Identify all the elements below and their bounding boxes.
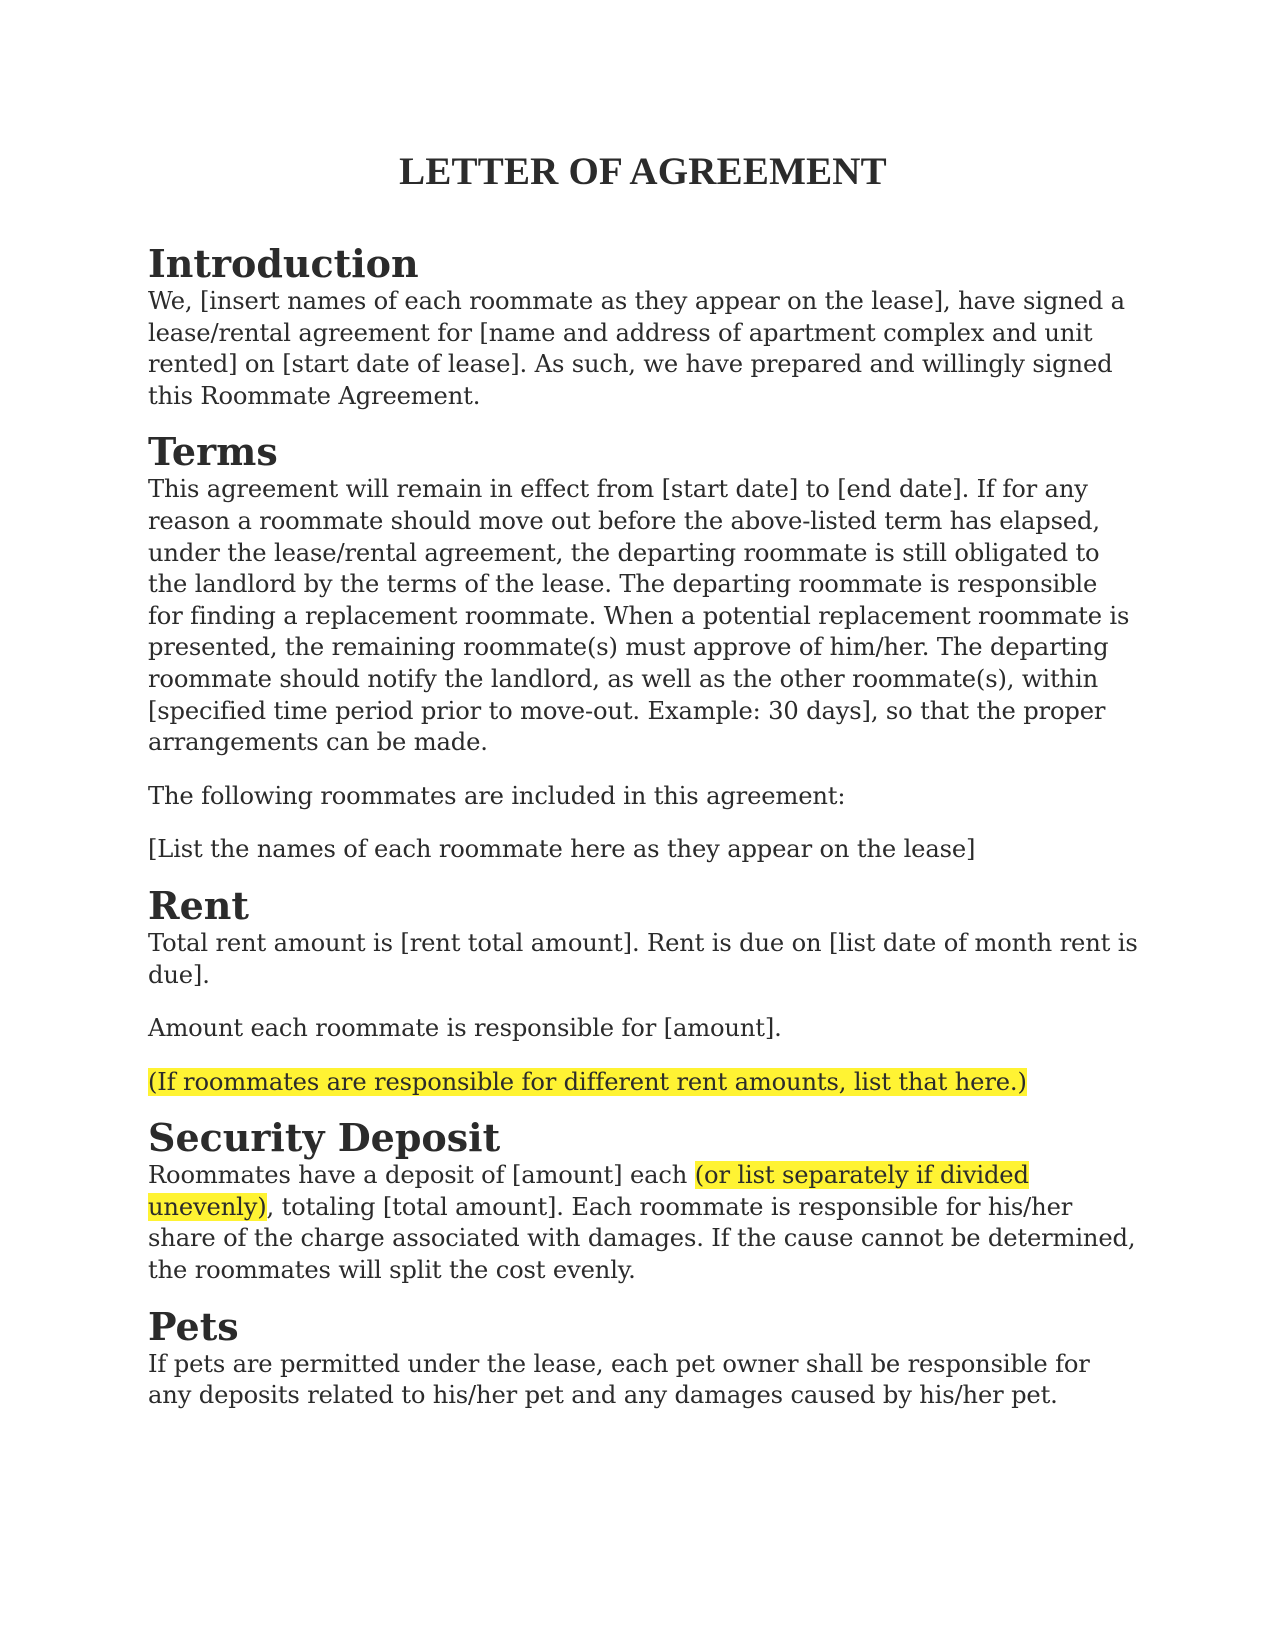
pets-paragraph: If pets are permitted under the lease, each pet owner shall be responsible for any deposits related to his/her pet and any damages caused by his/her pet. — [148, 1349, 1090, 1410]
security-deposit-paragraph — [148, 1160, 1138, 1286]
section-pets — [148, 1305, 1138, 1412]
section-heading-security-deposit: Security Deposit — [148, 1115, 501, 1161]
section-heading-introduction: Introduction — [148, 241, 419, 286]
document-content — [148, 150, 1138, 1430]
document-title: LETTER OF AGREEMENT — [399, 150, 887, 193]
terms-roommates-included: The following roommates are included in this agreement: — [148, 781, 846, 810]
rent-different-amounts-note — [148, 1067, 1138, 1099]
section-security-deposit — [148, 1116, 1138, 1286]
rent-total-paragraph: Total rent amount is [rent total amount]. Rent is due on [list date of month rent is due]. — [148, 928, 1138, 989]
introduction-paragraph: We, [insert names of each roommate as they appear on the lease], have signed a lease/rental agreement for [name and address of apartment complex and unit rented] on [start date of lease]. As such, we have prepared and willingly signed this Roommate Agreement. — [148, 287, 1125, 410]
section-introduction — [148, 242, 1138, 412]
highlighted-text: (or list separately if divided unevenly) — [148, 1161, 1029, 1221]
section-heading-rent: Rent — [148, 882, 249, 928]
highlighted-text: (If roommates are responsible for different rent amounts, list that here.) — [148, 1067, 1027, 1096]
section-heading-terms: Terms — [148, 429, 278, 475]
terms-roommate-list-placeholder: [List the names of each roommate here as they appear on the lease] — [148, 835, 976, 864]
terms-paragraph: This agreement will remain in effect from [start date] to [end date]. If for any reason a roommate should move out before the above-listed term has elapsed, under the lease/rental agreement, the departing roommate is still obligated to the landlord by the terms of the lease. The departing roommate is responsible for finding a replacement roommate. When a potential replacement roommate is presented, the remaining roommate(s) must approve of him/her. The departing roommate should notify the landlord, as well as the other roommate(s), within [specified time period prior to move-out. Example: 30 days], so that the proper arrangements can be made. — [148, 475, 1130, 757]
section-terms — [148, 430, 1138, 866]
security-deposit-text-end: , totaling [total amount]. Each roommate is responsible for his/her share of the charge associated with damages. If the cause cannot be determined, the roommates will split the cost evenly. — [148, 1192, 1136, 1285]
section-rent — [148, 884, 1138, 1098]
security-deposit-text-start: Roommates have a deposit of [amount] each — [148, 1161, 695, 1190]
rent-amount-each-paragraph: Amount each roommate is responsible for [amount]. — [148, 1014, 782, 1043]
section-heading-pets: Pets — [148, 1303, 239, 1349]
